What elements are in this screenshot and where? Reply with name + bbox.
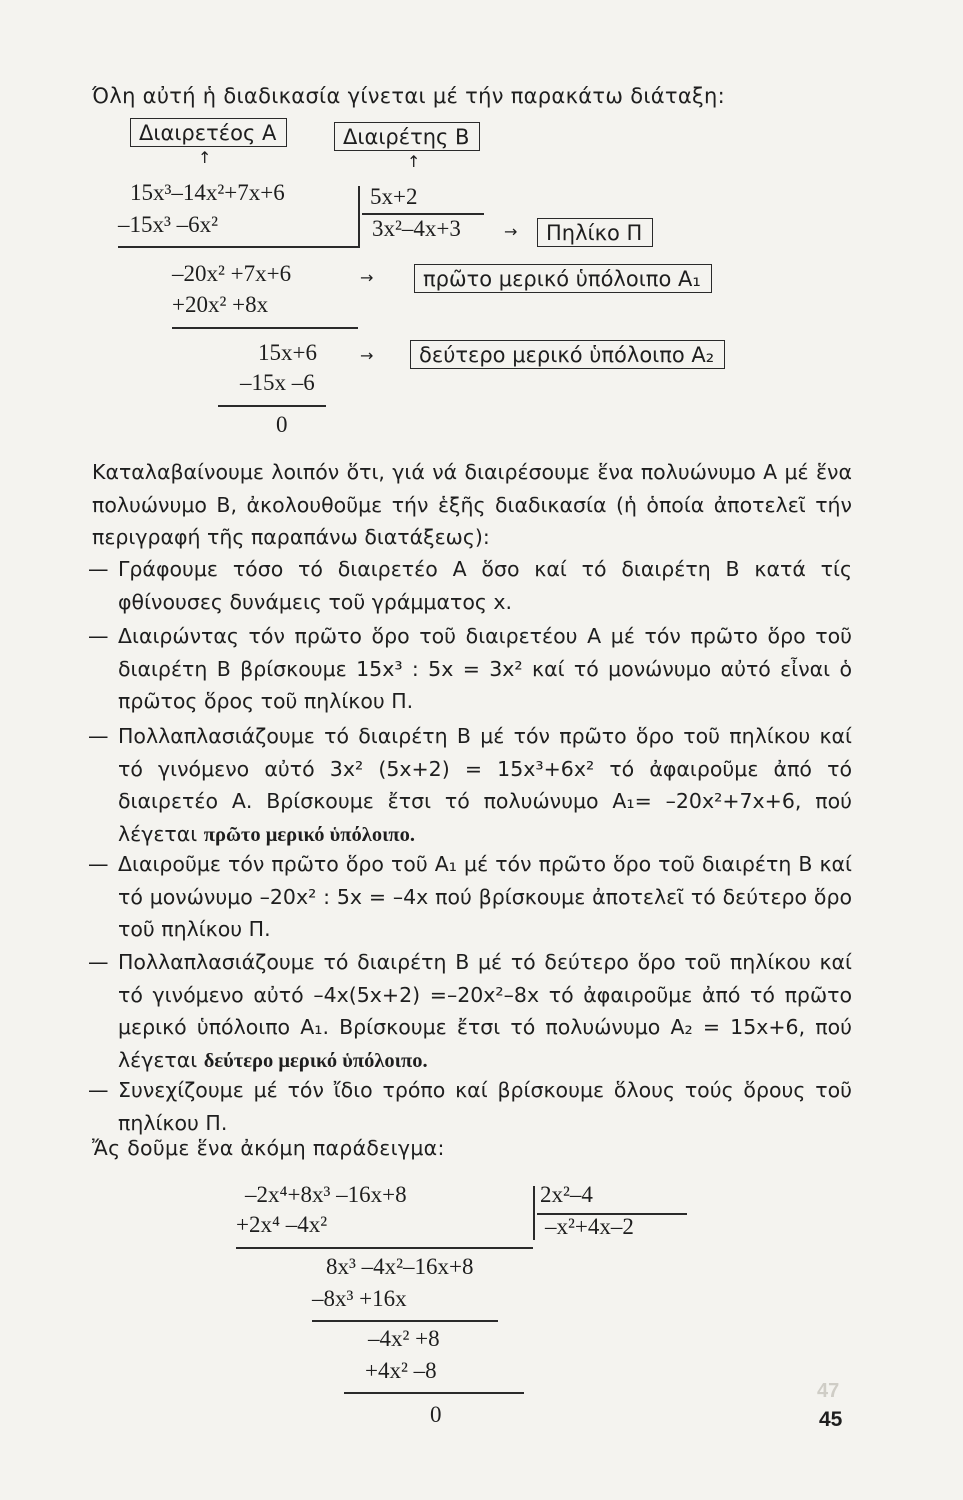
ex1-division-vertical-rule bbox=[358, 186, 360, 248]
ex2-remainder2: –4x² +8 bbox=[368, 1326, 440, 1351]
ex1-quotient-rule bbox=[362, 213, 484, 215]
ex2-step2-rule bbox=[312, 1320, 498, 1322]
step-text bbox=[118, 720, 852, 851]
step-dash: — bbox=[88, 557, 109, 581]
quotient-label-box: Πηλίκο Π bbox=[537, 218, 653, 247]
up-arrow-icon: ↑ bbox=[407, 152, 421, 171]
page-number: 45 bbox=[819, 1408, 843, 1431]
step-dash: — bbox=[88, 724, 109, 748]
ex2-step1: +2x⁴ –4x² bbox=[236, 1212, 328, 1237]
right-arrow-icon: → bbox=[360, 346, 374, 365]
ex2-step3: +4x² –8 bbox=[365, 1358, 437, 1383]
divisor-label-box: Διαιρέτης Β bbox=[334, 122, 480, 151]
second-remainder-label-box: δεύτερο μερικό ὑπόλοιπο Α₂ bbox=[410, 340, 725, 369]
step-dash: — bbox=[88, 852, 109, 876]
ex1-step2: +20x² +8x bbox=[172, 292, 269, 317]
step-body: Πολλαπλασιάζουμε τό διαιρέτη Β μέ τό δεύτερο ὅρο τοῦ πηλίκου καί τό γινόμενο αὐτό –4x(5x+2) =–20x²–8x τό ἀφαιροῦμε ἀπό τό πρῶτο μερικό ὑπόλοιπο Α₁. Βρίσκουμε ἔτσι τό πολυώνυμο Α₂ = 15x+6, πού λέγεται bbox=[118, 950, 852, 1072]
step-text: Γράφουμε τόσο τό διαιρετέο Α ὅσο καί τό διαιρέτη Β κατά τίς φθίνουσες δυνάμεις τοῦ γράμματος x. bbox=[118, 557, 852, 614]
ex2-remainder1: 8x³ –4x²–16x+8 bbox=[326, 1254, 474, 1279]
explanation-paragraph: Καταλαβαίνουμε λοιπόν ὅτι, γιά νά διαιρέσουμε ἕνα πολυώνυμο Α μέ ἕνα πολυώνυμο Β, ἀκολουθοῦμε τήν ἑξῆς διαδικασία (ἡ ὁποία ἀποτελεῖ τήν περιγραφή τῆς παραπάνω διατάξεως): bbox=[92, 460, 852, 549]
example-intro: Ἄς δοῦμε ἕνα ἀκόμη παράδειγμα: bbox=[92, 1136, 445, 1160]
ex1-remainder1: –20x² +7x+6 bbox=[172, 261, 292, 286]
first-remainder-label-box: πρῶτο μερικό ὑπόλοιπο Α₁ bbox=[414, 264, 712, 293]
step-dash: — bbox=[88, 624, 109, 648]
ex1-step3: –15x –6 bbox=[240, 370, 315, 395]
step-text: Συνεχίζουμε μέ τόν ἴδιο τρόπο καί βρίσκουμε ὅλους τούς ὅρους τοῦ πηλίκου Π. bbox=[118, 1078, 852, 1135]
ex1-step1-rule bbox=[118, 246, 358, 248]
ex2-division-vertical-rule bbox=[533, 1186, 535, 1240]
ex2-step1-rule bbox=[236, 1247, 533, 1249]
ex2-quotient: –x²+4x–2 bbox=[545, 1214, 634, 1239]
ex2-step3-rule bbox=[344, 1392, 524, 1394]
ex2-final-remainder: 0 bbox=[430, 1402, 442, 1427]
step-body: Πολλαπλασιάζουμε τό διαιρέτη Β μέ τόν πρῶτο ὅρο τοῦ πηλίκου καί τό γινόμενο αὐτό 3x² (5x+2) = 15x³+6x² τό ἀφαιροῦμε ἀπό τό διαιρετέο Α. Βρίσκουμε ἔτσι τό πολυώνυμο Α₁= –20x²+7x+6, πού λέγεται bbox=[118, 724, 852, 846]
step-dash: — bbox=[88, 1078, 109, 1102]
ex1-step3-rule bbox=[218, 405, 326, 407]
right-arrow-icon: → bbox=[360, 268, 374, 287]
ex2-divisor: 2x²–4 bbox=[540, 1182, 593, 1207]
up-arrow-icon: ↑ bbox=[198, 148, 212, 167]
ex1-divisor: 5x+2 bbox=[370, 184, 418, 209]
ex2-dividend: –2x⁴+8x³ –16x+8 bbox=[245, 1182, 407, 1207]
ex1-dividend: 15x³–14x²+7x+6 bbox=[130, 180, 285, 205]
ex1-step1: –15x³ –6x² bbox=[118, 212, 219, 237]
right-arrow-icon: → bbox=[504, 222, 518, 241]
step-text: Διαιροῦμε τόν πρῶτο ὅρο τοῦ Α₁ μέ τόν πρῶτο ὅρο τοῦ διαιρέτη Β καί τό μονώνυμο –20x² : 5x = –4x πού βρίσκουμε ἀποτελεῖ τό δεύτερο ὅρο τοῦ πηλίκου Π. bbox=[118, 852, 852, 941]
bleed-through-page-number: 47 bbox=[817, 1380, 840, 1402]
first-remainder-term: πρῶτο μερικό ὑπόλοιπο. bbox=[203, 823, 416, 846]
intro-line: Όλη αὐτή ἡ διαδικασία γίνεται μέ τήν παρακάτω διάταξη: bbox=[92, 84, 725, 108]
ex1-final-remainder: 0 bbox=[276, 412, 288, 437]
ex2-step2: –8x³ +16x bbox=[312, 1286, 407, 1311]
step-text: Διαιρώντας τόν πρῶτο ὅρο τοῦ διαιρετέου Α μέ τόν πρῶτο ὅρο τοῦ διαιρέτη Β βρίσκουμε 15x³ : 5x = 3x² καί τό μονώνυμο αὐτό εἶναι ὁ πρῶτος ὅρος τοῦ πηλίκου Π. bbox=[118, 624, 852, 713]
ex1-step2-rule bbox=[172, 327, 358, 329]
dividend-label-box: Διαιρετέος Α bbox=[130, 118, 287, 147]
second-remainder-term: δεύτερο μερικό ὑπόλοιπο. bbox=[203, 1049, 428, 1072]
ex1-quotient: 3x²–4x+3 bbox=[372, 216, 461, 241]
step-dash: — bbox=[88, 950, 109, 974]
step-text bbox=[118, 946, 852, 1077]
ex1-remainder2: 15x+6 bbox=[258, 340, 317, 365]
